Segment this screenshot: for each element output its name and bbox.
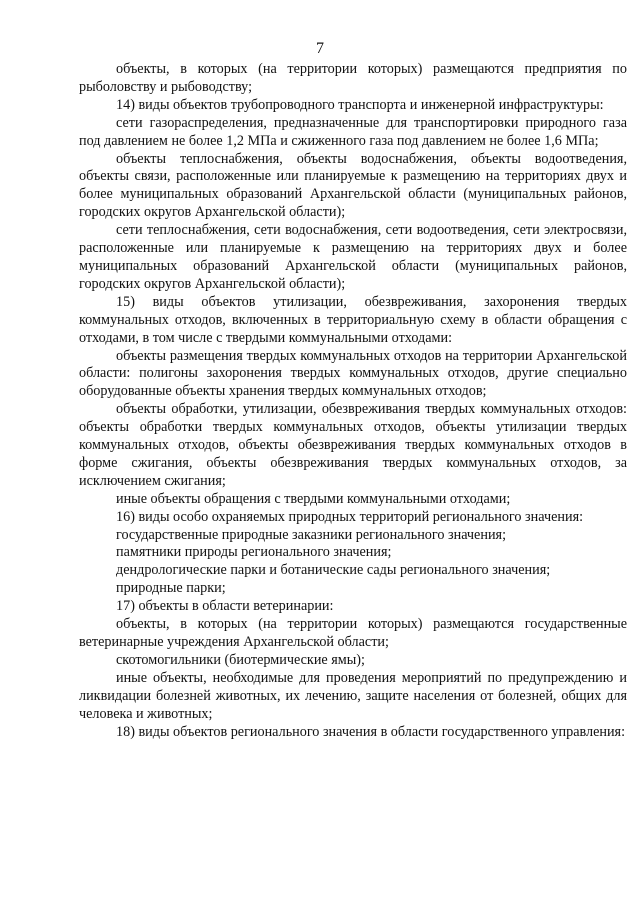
document-body	[79, 61, 627, 741]
paragraph: иные объекты обращения с твердыми коммунальными отходами;	[116, 490, 511, 507]
paragraph: 17) объекты в области ветеринарии:	[116, 598, 334, 615]
paragraph: государственные природные заказники регионального значения;	[116, 526, 507, 543]
paragraph: 15) виды объектов утилизации, обезвреживания, захоронения твердых коммунальных отходов, включенных в территориальную схему в области обращения с отходами, в том числе с твердыми коммунальными отходами:	[79, 293, 627, 346]
paragraph: природные парки;	[116, 580, 226, 597]
paragraph: сети теплоснабжения, сети водоснабжения, сети водоотведения, сети электросвязи, расположенные или планируемые к размещению на территориях двух и более муниципальных образований Архангельской области (муниципальных районов, городских округов Архангельской области);	[79, 222, 627, 292]
paragraph: 16) виды особо охраняемых природных территорий регионального значения:	[116, 508, 584, 525]
paragraph: памятники природы регионального значения;	[116, 544, 392, 561]
paragraph: скотомогильники (биотермические ямы);	[116, 651, 365, 668]
paragraph: объекты, в которых (на территории которых) размещаются предприятия по рыболовству и рыбоводству;	[79, 61, 627, 95]
paragraph: объекты обработки, утилизации, обезвреживания твердых коммунальных отходов: объекты обработки твердых коммунальных отходов, объекты утилизации твердых коммунальных отходов, объекты обезвреживания твердых коммунальных отходов в форме сжигания, объекты обезвреживания твердых коммунальных отходов, за исключением сжигания;	[79, 401, 627, 489]
paragraph: сети газораспределения, предназначенные для транспортировки природного газа под давлением не более 1,2 МПа и сжиженного газа под давлением не более 1,6 МПа;	[79, 114, 627, 149]
paragraph: дендрологические парки и ботанические сады регионального значения;	[116, 562, 551, 579]
paragraph: 14) виды объектов трубопроводного транспорта и инженерной инфраструктуры:	[116, 96, 604, 113]
paragraph: объекты размещения твердых коммунальных отходов на территории Архангельской области: полигоны захоронения твердых коммунальных отходов, другие специально оборудованные объекты хранения твердых коммунальных отходов;	[79, 347, 627, 400]
paragraph: объекты теплоснабжения, объекты водоснабжения, объекты водоотведения, объекты связи, расположенные или планируемые к размещению на территориях двух и более муниципальных образований Архангельской области (муниципальных районов, городских округов Архангельской области);	[79, 150, 627, 221]
paragraph: иные объекты, необходимые для проведения мероприятий по предупреждению и ликвидации болезней животных, их лечению, защите населения от болезней, общих для человека и животных;	[79, 669, 627, 722]
paragraph: объекты, в которых (на территории которых) размещаются государственные ветеринарные учреждения Архангельской области;	[79, 616, 627, 650]
paragraph: 18) виды объектов регионального значения в области государственного управления:	[116, 723, 626, 740]
page-number: 7	[316, 40, 324, 57]
